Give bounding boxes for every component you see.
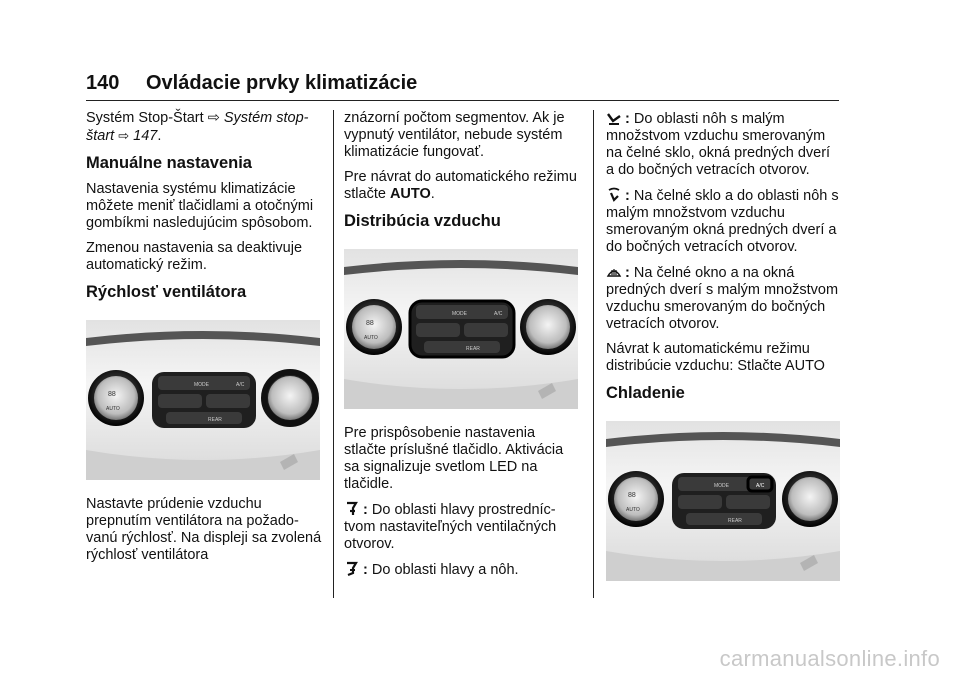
paragraph-manual: Nastavenia systému klimatizácie môžete meniť tlačidlami a otočnými gombíkmi nasledujúcim spôsobom. bbox=[86, 181, 314, 231]
vent-windscreen-feet-icon bbox=[606, 187, 622, 203]
vent-feet-icon bbox=[606, 110, 622, 126]
heading-manual-settings: Manuálne nastavenia bbox=[86, 154, 252, 172]
page-title: Ovládacie prvky klimatizácie bbox=[146, 72, 418, 94]
column-1 bbox=[86, 110, 322, 572]
panel-mode-label: MODE bbox=[194, 382, 209, 388]
panel-ac-label: A/C bbox=[494, 311, 503, 317]
paragraph-auto: Pre návrat do automatického režimu stlačte AUTO. bbox=[344, 169, 577, 202]
paragraph-fan: Nastavte prúdenie vzduchu prepnutím ventilátora na požado- vanú rýchlosť. Na displeji sa zvolená rýchlosť ventilátora bbox=[86, 496, 322, 563]
intro-paragraph: Systém Stop-Štart ⇨ Systém stop-štart ⇨ 147. bbox=[86, 110, 309, 144]
panel-ac-label: A/C bbox=[756, 483, 765, 489]
item-feet: : Do oblasti nôh s malým množstvom vzduchu smerovaným na čelné sklo, okná predných dverí a do bočných vetracích otvorov. bbox=[606, 111, 831, 178]
cross-ref-link[interactable]: Systém stop-štart bbox=[86, 110, 309, 144]
paragraph-deactivate: Zmenou nastavenia sa deaktivuje automatický režim. bbox=[86, 240, 303, 273]
page-ref-icon: ⇨ bbox=[207, 110, 220, 126]
vent-head-feet-icon bbox=[344, 561, 360, 577]
heading-cooling: Chladenie bbox=[606, 384, 685, 402]
paragraph-return: Návrat k automatickému režimu distribúcie vzduchu: Stlačte AUTO bbox=[606, 341, 825, 374]
climate-panel-illustration bbox=[86, 320, 320, 480]
item-windscreen: : Na čelné okno a na okná predných dverí s malým množstvom vzduchu smerovaným do bočných vetracích otvorov. bbox=[606, 265, 839, 332]
panel-display: 88 bbox=[108, 391, 116, 398]
column-divider bbox=[593, 110, 594, 598]
control-panel-image-cooling bbox=[606, 421, 840, 581]
paragraph-segments: znázorní počtom segmentov. Ak je vypnutý ventilátor, nebude systém klimatizácie fungovať. bbox=[344, 110, 565, 160]
climate-panel-illustration bbox=[606, 421, 840, 581]
panel-rear-label: REAR bbox=[728, 518, 742, 524]
panel-ac-label: A/C bbox=[236, 382, 245, 388]
panel-display: 88 bbox=[628, 492, 636, 499]
paragraph-adjust: Pre prispôsobenie nastavenia stlačte príslušné tlačidlo. Aktivácia sa signalizuje svetlom LED na tlačidle. bbox=[344, 425, 564, 492]
panel-auto-label: AUTO bbox=[364, 335, 378, 341]
panel-auto-label: AUTO bbox=[106, 406, 120, 412]
control-panel-image-distribution bbox=[344, 249, 578, 409]
climate-panel-illustration bbox=[344, 249, 578, 409]
panel-rear-label: REAR bbox=[208, 417, 222, 423]
item-head: : Do oblasti hlavy prostredníc- tvom nastaviteľných ventilačných otvorov. bbox=[344, 502, 557, 552]
item-windscreen-feet: : Na čelné sklo a do oblasti nôh s malým množstvom vzduchu smerovaným okná predných dverí a do bočných vetracích otvorov. bbox=[606, 188, 839, 255]
page-header bbox=[86, 70, 839, 101]
heading-fan-speed: Rýchlosť ventilátora bbox=[86, 283, 247, 301]
column-2 bbox=[344, 110, 580, 587]
control-panel-image-fan bbox=[86, 320, 320, 480]
panel-mode-label: MODE bbox=[714, 483, 729, 489]
watermark: carmanualsonline.info bbox=[719, 646, 940, 671]
page-ref-icon: ⇨ bbox=[118, 128, 130, 143]
panel-auto-label: AUTO bbox=[626, 507, 640, 513]
heading-air-distribution: Distribúcia vzduchu bbox=[344, 212, 501, 230]
panel-display: 88 bbox=[366, 320, 374, 327]
column-divider bbox=[333, 110, 334, 598]
defrost-windscreen-icon bbox=[606, 264, 622, 280]
panel-rear-label: REAR bbox=[466, 346, 480, 352]
cross-ref-page[interactable]: 147 bbox=[133, 128, 158, 144]
column-3 bbox=[606, 110, 842, 597]
item-head-feet: : Do oblasti hlavy a nôh. bbox=[344, 561, 580, 579]
vent-head-icon bbox=[344, 501, 360, 517]
page-number: 140 bbox=[86, 72, 120, 94]
panel-mode-label: MODE bbox=[452, 311, 467, 317]
